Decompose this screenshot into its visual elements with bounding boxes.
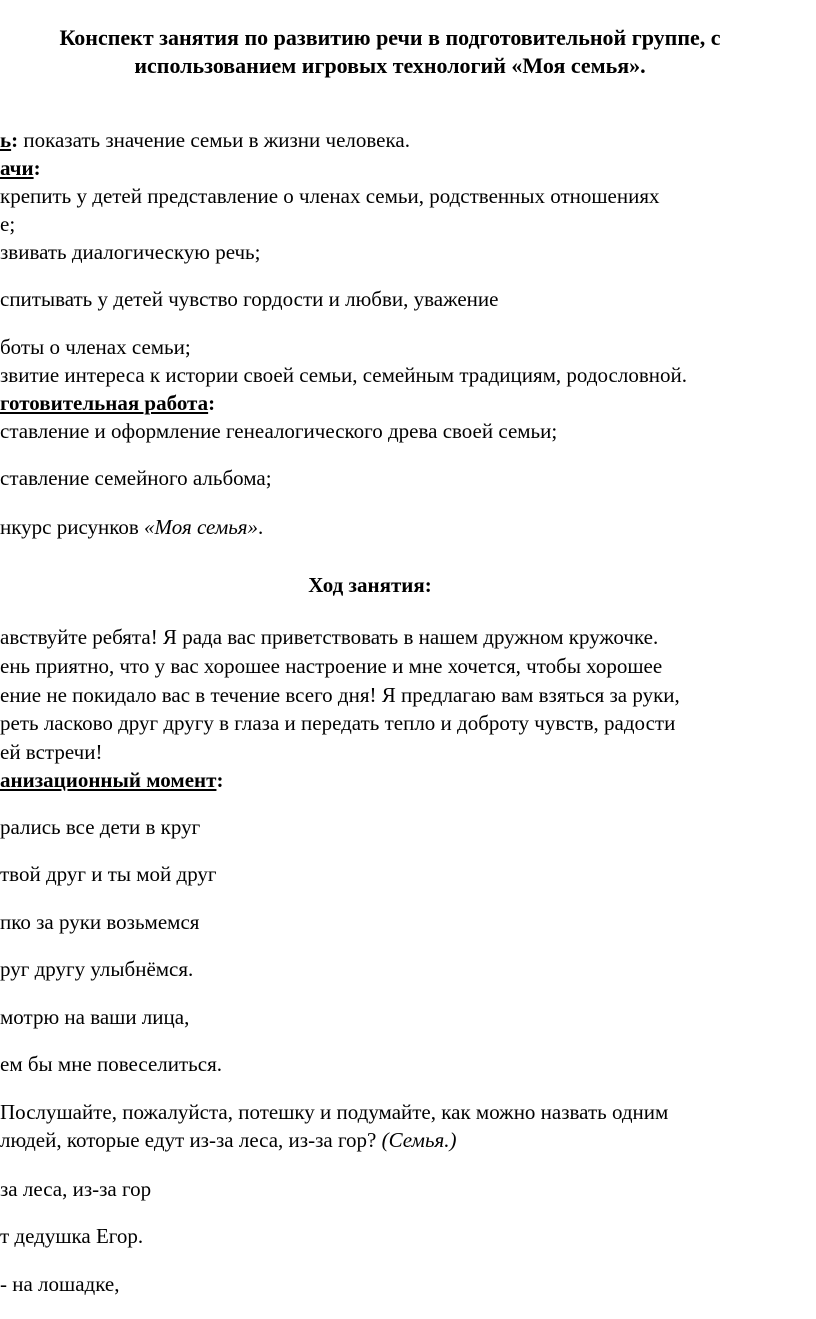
rhyme-line: - на лошадке, <box>0 1272 120 1296</box>
prep-item-contest <box>0 514 263 540</box>
tasks-label: ачи <box>0 156 34 180</box>
goal-text: показать значение семьи в жизни человека. <box>18 128 410 152</box>
document-title-line-1: Конспект занятия по развитию речи в подготовительной группе, с <box>59 25 721 50</box>
poem-line: твой друг и ты мой друг <box>0 862 217 886</box>
greeting-line: ей встречи! <box>0 740 103 764</box>
greeting-line: ение не покидало вас в течение всего дня! Я предлагаю вам взяться за руки, <box>0 683 680 707</box>
poem-line: ем бы мне повеселиться. <box>0 1052 222 1076</box>
prep-heading <box>0 390 215 416</box>
poem-line: мотрю на ваши лица, <box>0 1005 190 1029</box>
question-text: людей, которые едут из-за леса, из-за гор? <box>0 1128 382 1152</box>
task-item: боты о членах семьи; <box>0 335 191 359</box>
prep-label: готовительная работа <box>0 391 209 415</box>
task-item: звивать диалогическую речь; <box>0 240 261 264</box>
greeting-line: ень приятно, что у вас хорошее настроение и мне хочется, чтобы хорошее <box>0 654 663 678</box>
tasks-colon: : <box>33 156 41 180</box>
task-item: звитие интереса к истории своей семьи, семейным традициям, родословной. <box>0 363 687 387</box>
question-line: Послушайте, пожалуйста, потешку и подумайте, как можно назвать одним <box>0 1100 669 1124</box>
task-item: крепить у детей представление о членах семьи, родственных отношениях <box>0 184 660 208</box>
goal-line <box>0 127 410 153</box>
prep-item: ставление семейного альбома; <box>0 466 272 490</box>
question-answer: (Семья.) <box>381 1128 457 1152</box>
rhyme-line: т дедушка Егор. <box>0 1224 144 1248</box>
goal-colon: : <box>11 128 19 152</box>
greeting-line: авствуйте ребята! Я рада вас приветствовать в нашем дружном кружочке. <box>0 625 659 649</box>
document-title-line-2: использованием игровых технологий «Моя семья». <box>134 53 646 78</box>
poem-line: руг другу улыбнёмся. <box>0 957 194 981</box>
org-moment-colon: : <box>216 768 224 792</box>
prep-item: ставление и оформление генеалогического древа своей семьи; <box>0 419 558 443</box>
task-item: спитывать у детей чувство гордости и любви, уважение <box>0 287 499 311</box>
question-line-2 <box>0 1127 457 1153</box>
poem-line: рались все дети в круг <box>0 815 201 839</box>
poem-line: пко за руки возьмемся <box>0 910 200 934</box>
org-moment-label: анизационный момент <box>0 768 217 792</box>
rhyme-line: за леса, из-за гор <box>0 1177 152 1201</box>
lesson-heading: Ход занятия: <box>308 573 432 597</box>
org-moment-heading <box>0 767 223 793</box>
contest-title: «Моя семья» <box>144 515 259 539</box>
goal-label: ь <box>0 128 12 152</box>
tasks-heading <box>0 155 41 181</box>
greeting-line: реть ласково друг другу в глаза и передать тепло и доброту чувств, радости <box>0 711 676 735</box>
contest-prefix: нкурс рисунков <box>0 515 145 539</box>
contest-suffix: . <box>258 515 264 539</box>
task-item: е; <box>0 212 16 236</box>
prep-colon: : <box>208 391 216 415</box>
